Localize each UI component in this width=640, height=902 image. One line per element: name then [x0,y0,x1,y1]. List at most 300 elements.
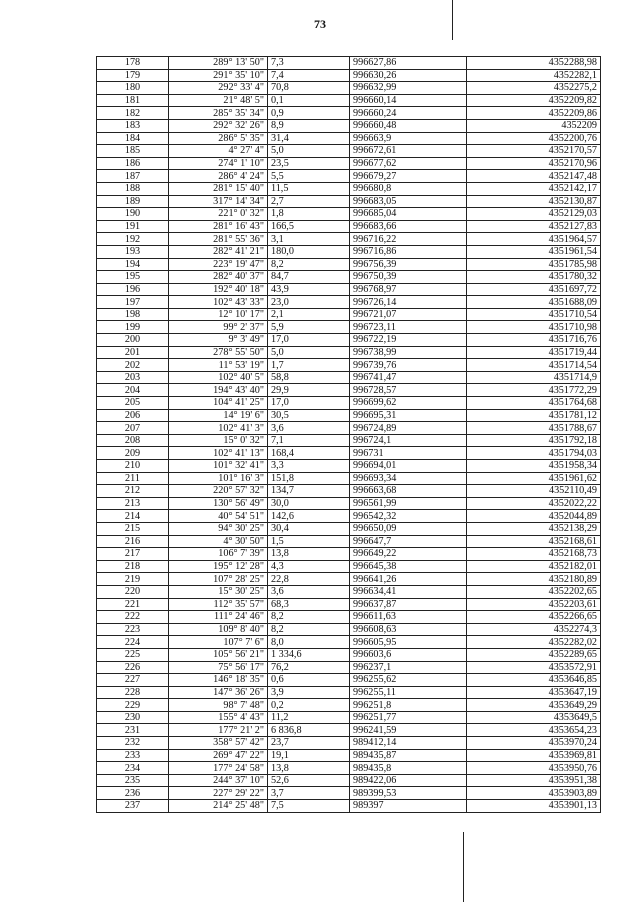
point-number-cell: 192 [97,233,169,246]
coordinate-x-cell: 996641,26 [350,573,467,586]
coordinate-y-cell: 4352180,89 [467,573,601,586]
table-row [97,409,601,422]
table-row [97,749,601,762]
distance-cell: 0,2 [268,699,350,712]
coordinate-y-cell: 4352209,82 [467,94,601,107]
coordinate-x-cell: 996695,31 [350,409,467,422]
table-row [97,800,601,813]
distance-cell: 5,5 [268,170,350,183]
distance-cell: 8,2 [268,611,350,624]
coordinate-y-cell: 4352168,61 [467,535,601,548]
coordinate-x-cell: 996611,63 [350,611,467,624]
bearing-angle-cell: 358° 57' 42" [169,737,268,750]
bearing-angle-cell: 21° 48' 5" [169,94,268,107]
coordinate-y-cell: 4352200,76 [467,132,601,145]
bearing-angle-cell: 104° 41' 25" [169,397,268,410]
table-row [97,384,601,397]
bearing-angle-cell: 282° 41' 21" [169,245,268,258]
coordinate-y-cell: 4351964,57 [467,233,601,246]
bearing-angle-cell: 177° 24' 58" [169,762,268,775]
coordinate-y-cell: 4352170,96 [467,157,601,170]
bearing-angle-cell: 281° 16' 43" [169,220,268,233]
scan-mark-top [452,0,453,40]
table-row [97,334,601,347]
coordinate-x-cell: 989435,8 [350,762,467,775]
bearing-angle-cell: 194° 43' 40" [169,384,268,397]
distance-cell: 8,0 [268,636,350,649]
coordinate-x-cell: 996241,59 [350,724,467,737]
coordinate-x-cell: 996672,61 [350,145,467,158]
point-number-cell: 222 [97,611,169,624]
table-row [97,485,601,498]
coordinate-y-cell: 4351710,54 [467,308,601,321]
bearing-angle-cell: 195° 12' 28" [169,560,268,573]
coordinate-y-cell: 4351697,72 [467,283,601,296]
point-number-cell: 214 [97,510,169,523]
table-row [97,472,601,485]
bearing-angle-cell: 102° 43' 33" [169,296,268,309]
point-number-cell: 191 [97,220,169,233]
table-row [97,724,601,737]
table-row [97,283,601,296]
table-row [97,585,601,598]
bearing-angle-cell: 281° 15' 40" [169,182,268,195]
point-number-cell: 226 [97,661,169,674]
distance-cell: 17,0 [268,334,350,347]
coordinate-x-cell: 996679,27 [350,170,467,183]
coordinate-x-cell: 996542,32 [350,510,467,523]
table-row [97,711,601,724]
distance-cell: 166,5 [268,220,350,233]
bearing-angle-cell: 4° 30' 50" [169,535,268,548]
coordinate-x-cell: 996750,39 [350,271,467,284]
table-row [97,787,601,800]
point-number-cell: 188 [97,182,169,195]
bearing-angle-cell: 101° 16' 3" [169,472,268,485]
distance-cell: 17,0 [268,397,350,410]
bearing-angle-cell: 146° 18' 35" [169,674,268,687]
coordinate-y-cell: 4351958,34 [467,460,601,473]
coordinate-y-cell: 4351794,03 [467,447,601,460]
coordinate-y-cell: 4353649,5 [467,711,601,724]
point-number-cell: 223 [97,623,169,636]
table-row [97,422,601,435]
coordinate-y-cell: 4351961,54 [467,245,601,258]
coordinate-y-cell: 4352022,22 [467,497,601,510]
table-row [97,737,601,750]
coordinate-y-cell: 4352044,89 [467,510,601,523]
coordinate-y-cell: 4351961,62 [467,472,601,485]
point-number-cell: 197 [97,296,169,309]
table-row [97,170,601,183]
table-row [97,510,601,523]
distance-cell: 3,9 [268,686,350,699]
distance-cell: 0,1 [268,94,350,107]
bearing-angle-cell: 109° 8' 40" [169,623,268,636]
table-row [97,107,601,120]
distance-cell: 29,9 [268,384,350,397]
coordinate-x-cell: 996694,01 [350,460,467,473]
bearing-angle-cell: 221° 0' 32" [169,208,268,221]
distance-cell: 5,0 [268,145,350,158]
bearing-angle-cell: 269° 47' 22" [169,749,268,762]
table-row [97,346,601,359]
point-number-cell: 225 [97,648,169,661]
point-number-cell: 230 [97,711,169,724]
distance-cell: 8,9 [268,119,350,132]
coordinate-y-cell: 4352209,86 [467,107,601,120]
coordinate-y-cell: 4353647,19 [467,686,601,699]
point-number-cell: 208 [97,434,169,447]
coordinate-x-cell: 996721,07 [350,308,467,321]
point-number-cell: 217 [97,548,169,561]
bearing-angle-cell: 292° 32' 26" [169,119,268,132]
bearing-angle-cell: 40° 54' 51" [169,510,268,523]
table-row [97,195,601,208]
bearing-angle-cell: 278° 55' 50" [169,346,268,359]
distance-cell: 5,9 [268,321,350,334]
bearing-angle-cell: 292° 33' 4" [169,82,268,95]
bearing-angle-cell: 286° 5' 35" [169,132,268,145]
coordinate-y-cell: 4351772,29 [467,384,601,397]
coordinate-y-cell: 4352289,65 [467,648,601,661]
point-number-cell: 205 [97,397,169,410]
table-row [97,157,601,170]
coordinate-y-cell: 4352182,01 [467,560,601,573]
point-number-cell: 190 [97,208,169,221]
table-row [97,623,601,636]
point-number-cell: 228 [97,686,169,699]
coordinate-x-cell: 996255,62 [350,674,467,687]
distance-cell: 1 334,6 [268,648,350,661]
table-row [97,359,601,372]
point-number-cell: 201 [97,346,169,359]
coordinate-x-cell: 996650,09 [350,522,467,535]
point-number-cell: 187 [97,170,169,183]
distance-cell: 168,4 [268,447,350,460]
coordinate-y-cell: 4351764,68 [467,397,601,410]
bearing-angle-cell: 106° 7' 39" [169,548,268,561]
coordinate-y-cell: 4352209 [467,119,601,132]
distance-cell: 7,1 [268,434,350,447]
point-number-cell: 218 [97,560,169,573]
point-number-cell: 221 [97,598,169,611]
distance-cell: 6 836,8 [268,724,350,737]
coordinate-y-cell: 4353903,89 [467,787,601,800]
coordinate-x-cell: 996677,62 [350,157,467,170]
coordinate-x-cell: 996660,24 [350,107,467,120]
coordinate-x-cell: 996634,41 [350,585,467,598]
point-number-cell: 179 [97,69,169,82]
point-number-cell: 194 [97,258,169,271]
coordinate-x-cell: 996724,1 [350,434,467,447]
table-row [97,598,601,611]
distance-cell: 68,3 [268,598,350,611]
distance-cell: 13,8 [268,762,350,775]
table-row [97,548,601,561]
point-number-cell: 198 [97,308,169,321]
table-row [97,82,601,95]
coordinate-y-cell: 4353646,85 [467,674,601,687]
distance-cell: 30,5 [268,409,350,422]
point-number-cell: 184 [97,132,169,145]
point-number-cell: 180 [97,82,169,95]
bearing-angle-cell: 15° 30' 25" [169,585,268,598]
table-row [97,57,601,70]
distance-cell: 151,8 [268,472,350,485]
coordinate-x-cell: 989435,87 [350,749,467,762]
coordinate-y-cell: 4352266,65 [467,611,601,624]
point-number-cell: 196 [97,283,169,296]
coordinate-x-cell: 996561,99 [350,497,467,510]
distance-cell: 3,1 [268,233,350,246]
table-row [97,94,601,107]
coordinate-y-cell: 4351688,09 [467,296,601,309]
coordinate-x-cell: 996685,04 [350,208,467,221]
coordinate-y-cell: 4352130,87 [467,195,601,208]
coordinate-y-cell: 4353951,38 [467,774,601,787]
bearing-angle-cell: 282° 40' 37" [169,271,268,284]
coordinate-x-cell: 996768,97 [350,283,467,296]
coordinate-x-cell: 996739,76 [350,359,467,372]
coordinate-y-cell: 4351785,98 [467,258,601,271]
coordinate-y-cell: 4353969,81 [467,749,601,762]
distance-cell: 2,1 [268,308,350,321]
point-number-cell: 193 [97,245,169,258]
coordinate-x-cell: 996663,9 [350,132,467,145]
distance-cell: 1,7 [268,359,350,372]
coordinate-x-cell: 996663,68 [350,485,467,498]
distance-cell: 8,2 [268,623,350,636]
point-number-cell: 202 [97,359,169,372]
bearing-angle-cell: 317° 14' 34" [169,195,268,208]
point-number-cell: 204 [97,384,169,397]
table-row [97,397,601,410]
point-number-cell: 219 [97,573,169,586]
coordinate-x-cell: 996255,11 [350,686,467,699]
distance-cell: 84,7 [268,271,350,284]
coordinate-y-cell: 4352170,57 [467,145,601,158]
distance-cell: 3,6 [268,585,350,598]
point-number-cell: 216 [97,535,169,548]
coordinate-x-cell: 996716,86 [350,245,467,258]
distance-cell: 3,7 [268,787,350,800]
coordinate-x-cell: 996731 [350,447,467,460]
coordinate-x-cell: 996738,99 [350,346,467,359]
table-row [97,674,601,687]
distance-cell: 30,0 [268,497,350,510]
bearing-angle-cell: 285° 35' 34" [169,107,268,120]
coordinate-y-cell: 4352274,3 [467,623,601,636]
bearing-angle-cell: 281° 55' 36" [169,233,268,246]
bearing-angle-cell: 94° 30' 25" [169,522,268,535]
table-row [97,762,601,775]
coordinate-x-cell: 996683,66 [350,220,467,233]
point-number-cell: 200 [97,334,169,347]
bearing-angle-cell: 98° 7' 48" [169,699,268,712]
coordinate-x-cell: 996741,47 [350,371,467,384]
distance-cell: 30,4 [268,522,350,535]
coordinate-y-cell: 4353572,91 [467,661,601,674]
point-number-cell: 203 [97,371,169,384]
table-row [97,434,601,447]
point-number-cell: 233 [97,749,169,762]
point-number-cell: 237 [97,800,169,813]
distance-cell: 0,6 [268,674,350,687]
table-row [97,699,601,712]
coordinate-x-cell: 996649,22 [350,548,467,561]
table-row [97,573,601,586]
bearing-angle-cell: 130° 56' 49" [169,497,268,510]
coordinate-x-cell: 996603,6 [350,648,467,661]
table-row [97,535,601,548]
bearing-angle-cell: 155° 4' 43" [169,711,268,724]
distance-cell: 1,8 [268,208,350,221]
distance-cell: 58,8 [268,371,350,384]
coordinate-x-cell: 996756,39 [350,258,467,271]
coordinate-x-cell: 996632,99 [350,82,467,95]
coordinate-y-cell: 4352282,1 [467,69,601,82]
coordinate-y-cell: 4352110,49 [467,485,601,498]
coordinate-x-cell: 996251,8 [350,699,467,712]
bearing-angle-cell: 11° 53' 19" [169,359,268,372]
bearing-angle-cell: 12° 10' 17" [169,308,268,321]
point-number-cell: 183 [97,119,169,132]
distance-cell: 11,5 [268,182,350,195]
bearing-angle-cell: 112° 35' 57" [169,598,268,611]
coordinate-y-cell: 4351719,44 [467,346,601,359]
scan-mark-bottom [463,832,464,902]
distance-cell: 23,7 [268,737,350,750]
distance-cell: 142,6 [268,510,350,523]
distance-cell: 43,9 [268,283,350,296]
coordinate-y-cell: 4352282,02 [467,636,601,649]
coordinate-y-cell: 4352147,48 [467,170,601,183]
distance-cell: 8,2 [268,258,350,271]
coordinate-y-cell: 4353649,29 [467,699,601,712]
coordinate-x-cell: 996723,11 [350,321,467,334]
distance-cell: 7,3 [268,57,350,70]
table-row [97,258,601,271]
coordinate-x-cell: 996680,8 [350,182,467,195]
coordinate-y-cell: 4351792,18 [467,434,601,447]
bearing-angle-cell: 102° 40' 5" [169,371,268,384]
coordinate-y-cell: 4352288,98 [467,57,601,70]
bearing-angle-cell: 111° 24' 46" [169,611,268,624]
point-number-cell: 235 [97,774,169,787]
coordinate-x-cell: 996693,34 [350,472,467,485]
table-row [97,522,601,535]
point-number-cell: 234 [97,762,169,775]
bearing-angle-cell: 4° 27' 4" [169,145,268,158]
point-number-cell: 231 [97,724,169,737]
coordinate-x-cell: 996716,22 [350,233,467,246]
point-number-cell: 211 [97,472,169,485]
point-number-cell: 207 [97,422,169,435]
distance-cell: 7,4 [268,69,350,82]
bearing-angle-cell: 147° 36' 26" [169,686,268,699]
distance-cell: 2,7 [268,195,350,208]
distance-cell: 11,2 [268,711,350,724]
distance-cell: 0,9 [268,107,350,120]
coordinate-x-cell: 996608,63 [350,623,467,636]
table-row [97,321,601,334]
point-number-cell: 232 [97,737,169,750]
coordinate-y-cell: 4353901,13 [467,800,601,813]
distance-cell: 23,0 [268,296,350,309]
table-row [97,371,601,384]
table-row [97,611,601,624]
coordinate-y-cell: 4352142,17 [467,182,601,195]
point-number-cell: 215 [97,522,169,535]
bearing-angle-cell: 105° 56' 21" [169,648,268,661]
point-number-cell: 195 [97,271,169,284]
table-row [97,447,601,460]
table-row [97,145,601,158]
distance-cell: 4,3 [268,560,350,573]
point-number-cell: 181 [97,94,169,107]
table-row [97,182,601,195]
table-row [97,686,601,699]
coordinate-x-cell: 996645,38 [350,560,467,573]
coordinate-y-cell: 4353950,76 [467,762,601,775]
table-row [97,132,601,145]
bearing-angle-cell: 99° 2' 37" [169,321,268,334]
table-row [97,271,601,284]
bearing-angle-cell: 289° 13' 50" [169,57,268,70]
point-number-cell: 178 [97,57,169,70]
bearing-angle-cell: 101° 32' 41" [169,460,268,473]
point-number-cell: 182 [97,107,169,120]
table-row [97,497,601,510]
point-number-cell: 185 [97,145,169,158]
table-row [97,69,601,82]
table-row [97,774,601,787]
coordinate-x-cell: 996627,86 [350,57,467,70]
distance-cell: 13,8 [268,548,350,561]
distance-cell: 76,2 [268,661,350,674]
coordinate-x-cell: 989422,06 [350,774,467,787]
coordinate-y-cell: 4351716,76 [467,334,601,347]
bearing-angle-cell: 75° 56' 17" [169,661,268,674]
point-number-cell: 227 [97,674,169,687]
coordinate-y-cell: 4352138,29 [467,522,601,535]
bearing-angle-cell: 102° 41' 13" [169,447,268,460]
table-row [97,648,601,661]
bearing-angle-cell: 107° 28' 25" [169,573,268,586]
coordinates-table [96,56,601,813]
point-number-cell: 209 [97,447,169,460]
table-row [97,208,601,221]
coordinate-y-cell: 4352275,2 [467,82,601,95]
coordinate-x-cell: 989399,53 [350,787,467,800]
bearing-angle-cell: 291° 35' 10" [169,69,268,82]
coordinate-y-cell: 4352168,73 [467,548,601,561]
table-row [97,233,601,246]
coordinate-y-cell: 4352127,83 [467,220,601,233]
point-number-cell: 189 [97,195,169,208]
distance-cell: 22,8 [268,573,350,586]
coordinate-y-cell: 4351714,9 [467,371,601,384]
coordinate-x-cell: 996699,62 [350,397,467,410]
distance-cell: 52,6 [268,774,350,787]
bearing-angle-cell: 14° 19' 6" [169,409,268,422]
point-number-cell: 220 [97,585,169,598]
distance-cell: 70,8 [268,82,350,95]
coordinate-x-cell: 996728,57 [350,384,467,397]
point-number-cell: 212 [97,485,169,498]
distance-cell: 134,7 [268,485,350,498]
